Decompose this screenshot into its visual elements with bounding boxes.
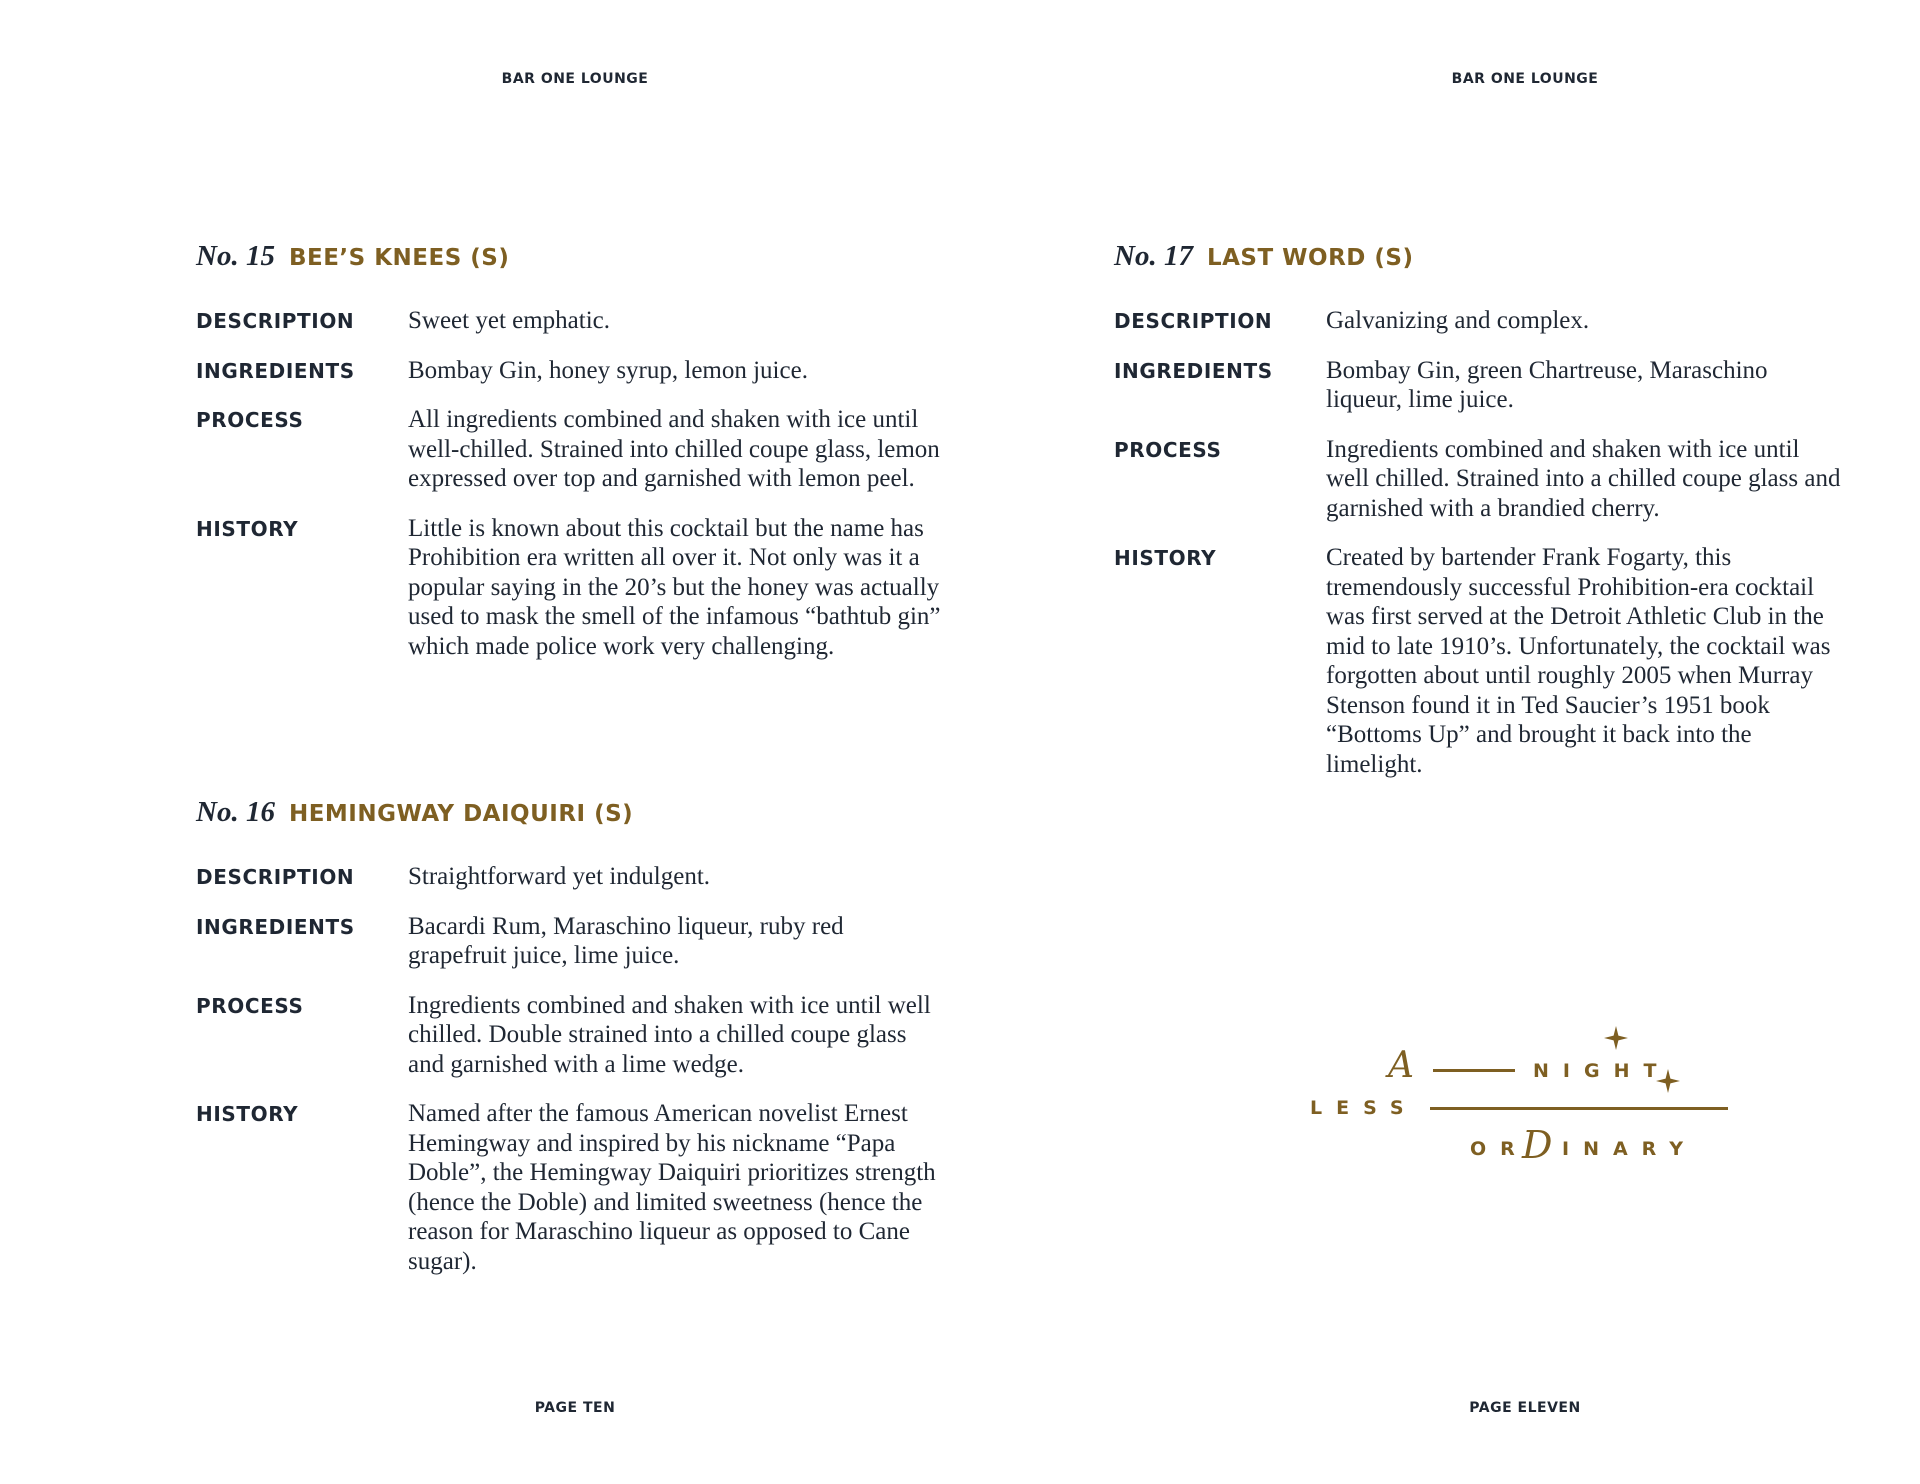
process-label: PROCESS <box>196 408 304 432</box>
description-label: DESCRIPTION <box>196 309 355 333</box>
history-row <box>1114 543 1914 779</box>
history-text: Created by bartender Frank Fogarty, this tremendously successful Prohibition-era cocktail was first served at the Detroit Athletic Club in the mid to late 1910’s. Unfortunately, the cocktail was forgotten about until roughly 2005 when Murray Stenson found it in Ted Saucier’s 1951 book “Bottoms Up” and brought it back into the limelight. <box>1326 544 1831 778</box>
cocktail-number: No. 15 <box>196 240 275 272</box>
history-row <box>196 514 996 662</box>
process-text: Ingredients combined and shaken with ice until well chilled. Double strained into a chilled coupe glass and garnished with a lime wedge. <box>408 991 931 1078</box>
cocktail-name: HEMINGWAY DAIQUIRI (S) <box>288 801 634 827</box>
right-page <box>960 0 1920 1484</box>
ingredients-text: Bacardi Rum, Maraschino liqueur, ruby red grapefruit juice, lime juice. <box>408 912 844 969</box>
process-row <box>196 405 996 494</box>
cocktail-no-15 <box>196 240 996 681</box>
a-night-less-ordinary-emblem <box>1310 1015 1750 1195</box>
emblem-rule-long <box>1430 1107 1728 1110</box>
description-text: Galvanizing and complex. <box>1326 307 1590 334</box>
cocktail-no-16 <box>196 796 996 1296</box>
ingredients-row <box>196 912 996 971</box>
cocktail-number: No. 17 <box>1114 240 1193 272</box>
history-text: Named after the famous American novelist Ernest Hemingway and inspired by his nickname “Papa Doble”, the Hemingway Daiquiri prioritizes strength (hence the Doble) and limited sweetness (hence the reason for Maraschino liqueur as opposed to Cane sugar). <box>408 1100 936 1275</box>
ingredients-label: INGREDIENTS <box>1114 358 1273 383</box>
description-text: Straightforward yet indulgent. <box>408 863 711 890</box>
cocktail-name: BEE’S KNEES (S) <box>288 245 510 271</box>
history-label: HISTORY <box>196 516 299 541</box>
description-label: DESCRIPTION <box>196 865 355 889</box>
ingredients-row <box>1114 356 1914 415</box>
description-row <box>196 306 996 336</box>
cocktail-number: No. 16 <box>196 796 275 828</box>
emblem-word-or: OR <box>1470 1138 1529 1160</box>
description-row <box>1114 306 1914 336</box>
ingredients-text: Bombay Gin, honey syrup, lemon juice. <box>408 356 808 384</box>
cocktail-title <box>1114 240 1914 280</box>
process-row <box>196 991 996 1080</box>
ingredients-text: Bombay Gin, green Chartreuse, Maraschino liqueur, lime juice. <box>1326 356 1768 413</box>
page-number: PAGE ELEVEN <box>1469 1400 1581 1416</box>
sparkle-icon <box>1603 1025 1629 1051</box>
cocktail-no-17 <box>1114 240 1914 799</box>
ingredients-label: INGREDIENTS <box>196 358 355 383</box>
cocktail-name: LAST WORD (S) <box>1206 245 1414 271</box>
cocktail-title <box>196 240 996 280</box>
ingredients-label: INGREDIENTS <box>196 914 355 939</box>
emblem-word-less: LESS <box>1310 1097 1418 1119</box>
process-text: Ingredients combined and shaken with ice until well chilled. Strained into a chilled coupe glass and garnished with a brandied cherry. <box>1326 435 1841 522</box>
history-row <box>196 1099 996 1276</box>
history-label: HISTORY <box>196 1102 299 1126</box>
history-text: Little is known about this cocktail but the name has Prohibition era written all over it. Not only was it a popular saying in the 20’s but the honey was actually used to mask the smell of the infamous “bathtub gin” which made police work very challenging. <box>408 514 941 660</box>
emblem-rule-short <box>1433 1069 1515 1072</box>
emblem-word-inary: INARY <box>1562 1138 1698 1160</box>
running-head: BAR ONE LOUNGE <box>1451 71 1599 87</box>
emblem-script-a: A <box>1388 1045 1414 1086</box>
description-row <box>196 862 996 892</box>
page-number: PAGE TEN <box>534 1400 616 1416</box>
description-label: DESCRIPTION <box>1114 309 1273 333</box>
running-head: BAR ONE LOUNGE <box>501 71 649 87</box>
history-label: HISTORY <box>1114 546 1217 570</box>
process-label: PROCESS <box>196 993 304 1018</box>
ingredients-row <box>196 356 996 386</box>
description-text: Sweet yet emphatic. <box>408 307 611 334</box>
process-label: PROCESS <box>1114 437 1222 462</box>
cocktail-title <box>196 796 996 836</box>
emblem-script-d: D <box>1522 1123 1553 1167</box>
process-row <box>1114 435 1914 524</box>
process-text: All ingredients combined and shaken with ice until well-chilled. Strained into chilled coupe glass, lemon expressed over top and garnished with lemon peel. <box>408 406 940 492</box>
emblem-word-night: NIGHT <box>1533 1060 1671 1082</box>
